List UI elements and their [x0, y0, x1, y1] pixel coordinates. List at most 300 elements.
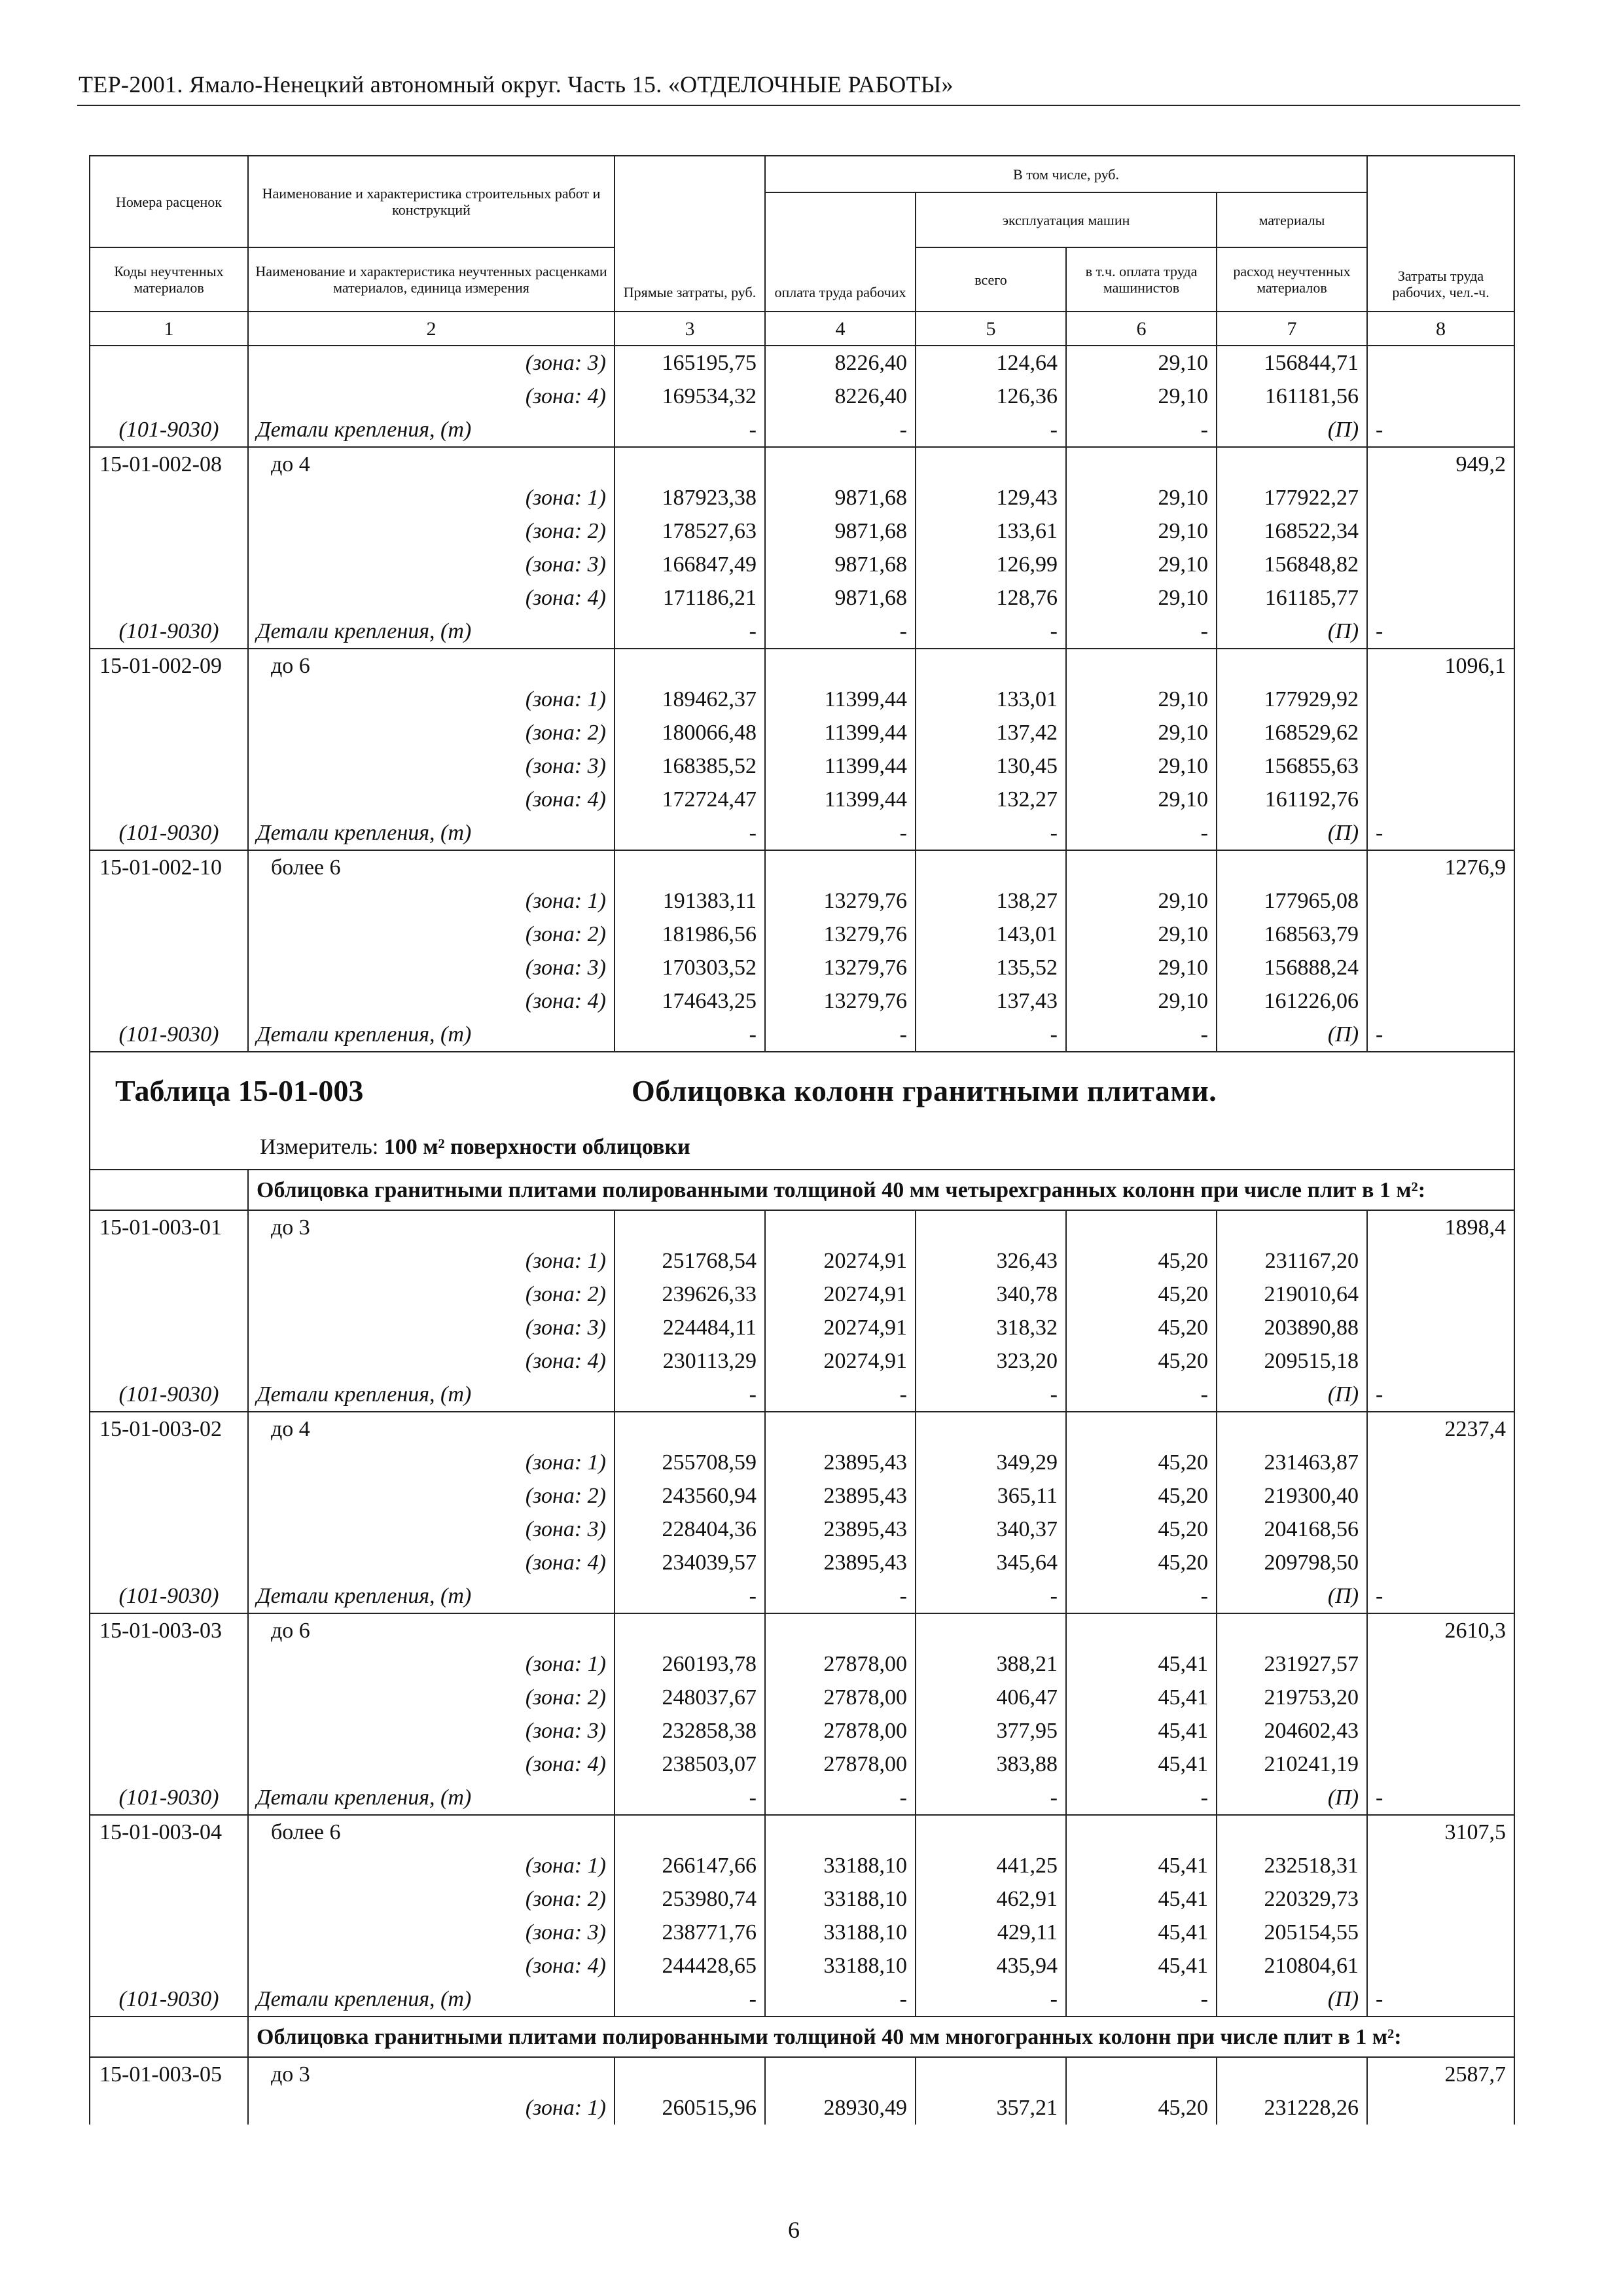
labor-pay: 20274,91	[765, 1278, 916, 1311]
rate-code-cell	[90, 1882, 248, 1916]
table-row	[90, 1513, 1514, 1546]
machinist-pay: 29,10	[1066, 918, 1217, 951]
header-work-name: Наименование и характеристика строительных работ и конструкций	[248, 156, 615, 247]
rate-code-cell	[90, 984, 248, 1018]
machinist-pay: 45,41	[1066, 1849, 1217, 1882]
labor-pay: 23895,43	[765, 1546, 916, 1579]
machine-total: 326,43	[916, 1244, 1066, 1278]
machine-total: 137,42	[916, 716, 1066, 749]
header-total: всего	[916, 247, 1066, 312]
direct-costs: 243560,94	[615, 1479, 765, 1513]
header-rate-number: Номера расценок	[90, 156, 248, 247]
table-row	[90, 1579, 1514, 1613]
machine-total: 124,64	[916, 346, 1066, 380]
table-row	[90, 716, 1514, 749]
materials-cost: 204602,43	[1217, 1714, 1367, 1748]
empty-value: -	[615, 1378, 765, 1412]
empty-value: -	[615, 1781, 765, 1815]
material-mark: (П)	[1217, 413, 1367, 447]
labor-costs-cell	[1367, 514, 1514, 548]
labor-pay: 13279,76	[765, 984, 916, 1018]
table-title-text: Облицовка колонн гранитными плитами.	[632, 1074, 1217, 1107]
rate-code-cell	[90, 1446, 248, 1479]
empty-value: -	[765, 615, 916, 649]
rate-name: до 3	[248, 2057, 615, 2091]
zone-label: (зона: 2)	[248, 918, 615, 951]
direct-costs: 181986,56	[615, 918, 765, 951]
machine-total: 340,78	[916, 1278, 1066, 1311]
direct-costs: 171186,21	[615, 581, 765, 615]
table-row	[90, 1849, 1514, 1882]
machinist-pay: 45,20	[1066, 1311, 1217, 1344]
table-row	[90, 749, 1514, 783]
material-name: Детали крепления, (т)	[248, 1781, 615, 1815]
direct-costs: 166847,49	[615, 548, 765, 581]
labor-costs-cell	[1367, 918, 1514, 951]
empty-value: -	[1066, 615, 1217, 649]
table-row	[90, 951, 1514, 984]
labor-dash: -	[1367, 413, 1514, 447]
empty-cell	[765, 1412, 916, 1446]
direct-costs: 238771,76	[615, 1916, 765, 1949]
machine-total: 462,91	[916, 1882, 1066, 1916]
labor-pay: 11399,44	[765, 749, 916, 783]
col-number: 7	[1217, 312, 1367, 346]
machinist-pay: 29,10	[1066, 346, 1217, 380]
machine-total: 128,76	[916, 581, 1066, 615]
labor-pay: 23895,43	[765, 1513, 916, 1546]
zone-label: (зона: 3)	[248, 1311, 615, 1344]
rate-name: до 6	[248, 649, 615, 683]
machinist-pay: 29,10	[1066, 951, 1217, 984]
price-table	[89, 155, 1515, 2125]
empty-cell	[916, 1210, 1066, 1244]
table-row	[90, 1647, 1514, 1681]
labor-pay: 33188,10	[765, 1916, 916, 1949]
labor-costs-cell	[1367, 1681, 1514, 1714]
labor-costs-cell	[1367, 1513, 1514, 1546]
direct-costs: 244428,65	[615, 1949, 765, 1982]
labor-pay: 13279,76	[765, 951, 916, 984]
materials-cost: 209515,18	[1217, 1344, 1367, 1378]
direct-costs: 170303,52	[615, 951, 765, 984]
rate-code-cell	[90, 1513, 248, 1546]
rate-code-cell	[90, 1949, 248, 1982]
machinist-pay: 45,41	[1066, 1681, 1217, 1714]
rate-code: 15-01-002-10	[90, 850, 248, 884]
empty-cell	[916, 850, 1066, 884]
rate-code-cell	[90, 1278, 248, 1311]
direct-costs: 168385,52	[615, 749, 765, 783]
zone-label: (зона: 2)	[248, 514, 615, 548]
labor-costs: 949,2	[1367, 447, 1514, 481]
zone-label: (зона: 1)	[248, 884, 615, 918]
rate-code-cell	[90, 548, 248, 581]
machine-total: 138,27	[916, 884, 1066, 918]
empty-cell	[1217, 447, 1367, 481]
machinist-pay: 29,10	[1066, 514, 1217, 548]
empty-cell	[765, 649, 916, 683]
table-row	[90, 2091, 1514, 2125]
labor-costs-cell	[1367, 1278, 1514, 1311]
labor-costs-cell	[1367, 783, 1514, 816]
empty-cell	[765, 1613, 916, 1647]
direct-costs: 255708,59	[615, 1446, 765, 1479]
rate-code-cell	[90, 1916, 248, 1949]
labor-costs-cell	[1367, 1311, 1514, 1344]
materials-cost: 156855,63	[1217, 749, 1367, 783]
rate-code-cell	[90, 514, 248, 548]
empty-value: -	[765, 1579, 916, 1613]
empty-cell	[615, 1613, 765, 1647]
table-row	[90, 1412, 1514, 1446]
rate-code: 15-01-002-09	[90, 649, 248, 683]
machinist-pay: 45,20	[1066, 1546, 1217, 1579]
table-row	[90, 346, 1514, 380]
machine-total: 126,36	[916, 380, 1066, 413]
table-row	[90, 1546, 1514, 1579]
empty-cell	[765, 1815, 916, 1849]
machine-total: 132,27	[916, 783, 1066, 816]
empty-cell	[916, 1815, 1066, 1849]
table-row	[90, 514, 1514, 548]
table-row	[90, 1613, 1514, 1647]
table-row	[90, 1052, 1514, 1170]
labor-costs-cell	[1367, 2091, 1514, 2125]
section-code-cell	[90, 2017, 248, 2057]
table-row	[90, 1781, 1514, 1815]
machinist-pay: 45,41	[1066, 1714, 1217, 1748]
machinist-pay: 29,10	[1066, 683, 1217, 716]
material-code: (101-9030)	[90, 816, 248, 850]
labor-dash: -	[1367, 1982, 1514, 2017]
direct-costs: 165195,75	[615, 346, 765, 380]
material-name: Детали крепления, (т)	[248, 1378, 615, 1412]
materials-cost: 161181,56	[1217, 380, 1367, 413]
machine-total: 349,29	[916, 1446, 1066, 1479]
col-number: 1	[90, 312, 248, 346]
table-row	[90, 1982, 1514, 2017]
materials-cost: 219010,64	[1217, 1278, 1367, 1311]
direct-costs: 234039,57	[615, 1546, 765, 1579]
empty-cell	[615, 1412, 765, 1446]
zone-label: (зона: 3)	[248, 1916, 615, 1949]
materials-cost: 177965,08	[1217, 884, 1367, 918]
header-column-numbers	[90, 312, 1514, 346]
machinist-pay: 29,10	[1066, 481, 1217, 514]
empty-cell	[1217, 1412, 1367, 1446]
machinist-pay: 29,10	[1066, 380, 1217, 413]
empty-cell	[1066, 1613, 1217, 1647]
materials-cost: 203890,88	[1217, 1311, 1367, 1344]
measure	[260, 1131, 690, 1164]
empty-cell	[615, 1210, 765, 1244]
rate-code-cell	[90, 1714, 248, 1748]
labor-pay: 27878,00	[765, 1681, 916, 1714]
direct-costs: 189462,37	[615, 683, 765, 716]
labor-pay: 11399,44	[765, 783, 916, 816]
page-number: 6	[788, 2217, 800, 2243]
rate-code-cell	[90, 884, 248, 918]
labor-costs: 1096,1	[1367, 649, 1514, 683]
table-row	[90, 649, 1514, 683]
machinist-pay: 29,10	[1066, 884, 1217, 918]
empty-value: -	[1066, 1018, 1217, 1052]
rate-code-cell	[90, 380, 248, 413]
labor-pay: 27878,00	[765, 1748, 916, 1781]
rate-code-cell	[90, 1311, 248, 1344]
rate-code-cell	[90, 1647, 248, 1681]
empty-value: -	[916, 413, 1066, 447]
empty-value: -	[1066, 1579, 1217, 1613]
material-code: (101-9030)	[90, 1781, 248, 1815]
labor-pay: 9871,68	[765, 581, 916, 615]
table-row	[90, 918, 1514, 951]
machinist-pay: 45,41	[1066, 1882, 1217, 1916]
table-row	[90, 1815, 1514, 1849]
labor-costs: 2237,4	[1367, 1412, 1514, 1446]
labor-pay: 11399,44	[765, 683, 916, 716]
material-name: Детали крепления, (т)	[248, 1579, 615, 1613]
labor-dash: -	[1367, 1579, 1514, 1613]
table-row	[90, 984, 1514, 1018]
rate-code: 15-01-003-04	[90, 1815, 248, 1849]
table-row	[90, 1344, 1514, 1378]
labor-pay: 27878,00	[765, 1714, 916, 1748]
rate-name: до 4	[248, 1412, 615, 1446]
labor-costs-cell	[1367, 1748, 1514, 1781]
machinist-pay: 45,20	[1066, 1344, 1217, 1378]
machinist-pay: 45,41	[1066, 1916, 1217, 1949]
materials-cost: 210241,19	[1217, 1748, 1367, 1781]
empty-value: -	[916, 615, 1066, 649]
col-number: 2	[248, 312, 615, 346]
rate-code: 15-01-002-08	[90, 447, 248, 481]
machine-total: 388,21	[916, 1647, 1066, 1681]
labor-pay: 13279,76	[765, 918, 916, 951]
material-mark: (П)	[1217, 1579, 1367, 1613]
table-row	[90, 1949, 1514, 1982]
empty-cell	[1066, 447, 1217, 481]
header-including: В том числе, руб.	[765, 156, 1367, 192]
direct-costs: 253980,74	[615, 1882, 765, 1916]
empty-value: -	[916, 1018, 1066, 1052]
material-mark: (П)	[1217, 1982, 1367, 2017]
materials-cost: 231927,57	[1217, 1647, 1367, 1681]
materials-cost: 210804,61	[1217, 1949, 1367, 1982]
labor-pay: 9871,68	[765, 548, 916, 581]
zone-label: (зона: 4)	[248, 1546, 615, 1579]
direct-costs: 224484,11	[615, 1311, 765, 1344]
empty-cell	[1066, 649, 1217, 683]
labor-dash: -	[1367, 1781, 1514, 1815]
labor-costs: 1898,4	[1367, 1210, 1514, 1244]
zone-value: 28930,49	[765, 2091, 916, 2125]
table-row	[90, 1446, 1514, 1479]
machine-total: 323,20	[916, 1344, 1066, 1378]
table-row	[90, 581, 1514, 615]
materials-cost: 168563,79	[1217, 918, 1367, 951]
rate-code: 15-01-003-01	[90, 1210, 248, 1244]
material-name: Детали крепления, (т)	[248, 1018, 615, 1052]
machinist-pay: 29,10	[1066, 749, 1217, 783]
zone-label: (зона: 1)	[248, 1446, 615, 1479]
materials-cost: 156844,71	[1217, 346, 1367, 380]
zone-label: (зона: 2)	[248, 1479, 615, 1513]
machine-total: 135,52	[916, 951, 1066, 984]
empty-cell	[1217, 649, 1367, 683]
machinist-pay: 45,20	[1066, 1244, 1217, 1278]
empty-value: -	[765, 1018, 916, 1052]
table-row	[90, 447, 1514, 481]
rate-code: 15-01-003-03	[90, 1613, 248, 1647]
materials-cost: 231463,87	[1217, 1446, 1367, 1479]
table-row	[90, 380, 1514, 413]
col-number: 6	[1066, 312, 1217, 346]
machinist-pay: 45,20	[1066, 1513, 1217, 1546]
material-name: Детали крепления, (т)	[248, 816, 615, 850]
labor-costs-cell	[1367, 749, 1514, 783]
table-row	[90, 1916, 1514, 1949]
machine-total: 126,99	[916, 548, 1066, 581]
header-direct-costs: Прямые затраты, руб.	[615, 156, 765, 312]
empty-value: -	[1066, 413, 1217, 447]
empty-value: -	[615, 413, 765, 447]
labor-costs-cell	[1367, 1244, 1514, 1278]
direct-costs: 251768,54	[615, 1244, 765, 1278]
rate-code-cell	[90, 749, 248, 783]
machine-total: 406,47	[916, 1681, 1066, 1714]
empty-cell	[916, 447, 1066, 481]
rate-code-cell	[90, 683, 248, 716]
header-machine-operation: эксплуатация машин	[916, 192, 1217, 247]
zone-label: (зона: 2)	[248, 1278, 615, 1311]
rate-code-cell	[90, 581, 248, 615]
zone-value: 231228,26	[1217, 2091, 1367, 2125]
table-row	[90, 1479, 1514, 1513]
section-title: Облицовка гранитными плитами полированными толщиной 40 мм многогранных колонн при числе плит в 1 м²:	[248, 2017, 1514, 2057]
labor-pay: 20274,91	[765, 1344, 916, 1378]
machine-total: 377,95	[916, 1714, 1066, 1748]
labor-costs-cell	[1367, 1849, 1514, 1882]
material-name: Детали крепления, (т)	[248, 615, 615, 649]
rate-code-cell	[90, 918, 248, 951]
rate-name: до 3	[248, 1210, 615, 1244]
materials-cost: 156848,82	[1217, 548, 1367, 581]
empty-value: -	[916, 1982, 1066, 2017]
material-mark: (П)	[1217, 1018, 1367, 1052]
zone-label: (зона: 1)	[248, 1849, 615, 1882]
zone-label: (зона: 1)	[248, 683, 615, 716]
col-number: 3	[615, 312, 765, 346]
zone-label: (зона: 2)	[248, 1681, 615, 1714]
direct-costs: 180066,48	[615, 716, 765, 749]
empty-value: -	[615, 1579, 765, 1613]
empty-value: -	[916, 1378, 1066, 1412]
labor-pay: 8226,40	[765, 380, 916, 413]
zone-label: (зона: 3)	[248, 749, 615, 783]
zone-label: (зона: 3)	[248, 1513, 615, 1546]
labor-pay: 23895,43	[765, 1446, 916, 1479]
header-materials: материалы	[1217, 192, 1367, 247]
header-unaccounted-materials: расход неучтенных материалов	[1217, 247, 1367, 312]
table-row	[90, 816, 1514, 850]
zone-value: 260515,96	[615, 2091, 765, 2125]
machinist-pay: 29,10	[1066, 984, 1217, 1018]
empty-cell	[765, 447, 916, 481]
table-row	[90, 1748, 1514, 1781]
table-row	[90, 548, 1514, 581]
machine-total: 345,64	[916, 1546, 1066, 1579]
empty-value: -	[1066, 1781, 1217, 1815]
header-labor-pay-group: оплата труда рабочих	[765, 192, 916, 312]
empty-value: -	[765, 1781, 916, 1815]
table-row	[90, 1018, 1514, 1052]
table-number: Таблица 15-01-003	[115, 1074, 364, 1107]
labor-costs-cell	[1367, 1916, 1514, 1949]
zone-label: (зона: 2)	[248, 716, 615, 749]
empty-cell	[1066, 1815, 1217, 1849]
labor-costs: 2610,3	[1367, 1613, 1514, 1647]
labor-pay: 20274,91	[765, 1244, 916, 1278]
header-rule	[77, 105, 1520, 106]
labor-costs: 1276,9	[1367, 850, 1514, 884]
labor-costs-cell	[1367, 1446, 1514, 1479]
rate-code: 15-01-003-02	[90, 1412, 248, 1446]
labor-dash: -	[1367, 816, 1514, 850]
header-machinist-pay: в т.ч. оплата труда машинистов	[1066, 247, 1217, 312]
table-row	[90, 413, 1514, 447]
labor-costs-cell	[1367, 1949, 1514, 1982]
material-name: Детали крепления, (т)	[248, 413, 615, 447]
machinist-pay: 45,20	[1066, 1278, 1217, 1311]
labor-dash: -	[1367, 1378, 1514, 1412]
zone-label: (зона: 4)	[248, 1344, 615, 1378]
table-row	[90, 850, 1514, 884]
rate-code-cell	[90, 1344, 248, 1378]
labor-pay: 11399,44	[765, 716, 916, 749]
zone-label: (зона: 1)	[248, 1244, 615, 1278]
rate-name: более 6	[248, 1815, 615, 1849]
rate-code-cell	[90, 783, 248, 816]
rate-code-cell	[90, 346, 248, 380]
empty-cell	[765, 2057, 916, 2091]
zone-label: (зона: 1)	[248, 2091, 615, 2125]
empty-cell	[765, 850, 916, 884]
zone-label: (зона: 4)	[248, 984, 615, 1018]
empty-value: -	[1066, 1378, 1217, 1412]
machine-total: 133,01	[916, 683, 1066, 716]
labor-pay: 9871,68	[765, 481, 916, 514]
labor-costs-cell	[1367, 683, 1514, 716]
direct-costs: 169534,32	[615, 380, 765, 413]
empty-cell	[1066, 850, 1217, 884]
material-code: (101-9030)	[90, 1579, 248, 1613]
direct-costs: 266147,66	[615, 1849, 765, 1882]
rate-code-cell	[90, 1748, 248, 1781]
labor-pay: 8226,40	[765, 346, 916, 380]
empty-value: -	[765, 1378, 916, 1412]
machine-total: 429,11	[916, 1916, 1066, 1949]
labor-costs-cell	[1367, 1546, 1514, 1579]
machine-total: 137,43	[916, 984, 1066, 1018]
col-number: 5	[916, 312, 1066, 346]
materials-cost: 232518,31	[1217, 1849, 1367, 1882]
table-row	[90, 783, 1514, 816]
zone-label: (зона: 3)	[248, 548, 615, 581]
material-mark: (П)	[1217, 615, 1367, 649]
rate-code-cell	[90, 1849, 248, 1882]
